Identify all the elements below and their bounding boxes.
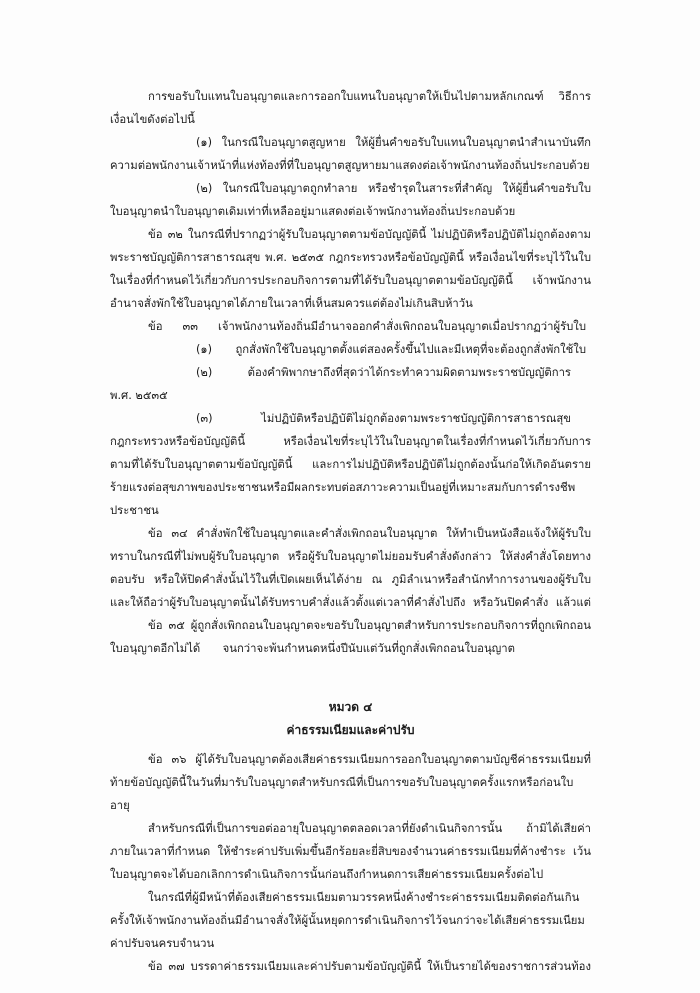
text-line: (๑) ถูกสั่งพักใช้ใบอนุญาตตั้งแต่สองครั้งขึ้นไปและมีเหตุที่จะต้องถูกสั่งพักใช้ใบ [196, 343, 586, 356]
text-line: ร้ายแรงต่อสุขภาพของประชาชนหรือมีผลกระทบต่อสภาวะความเป็นอยู่ที่เหมาะสมกับการดำรงชีพ [110, 481, 576, 494]
text-line: ค่าปรับจนครบจำนวน [110, 937, 215, 950]
text-line: ทราบในกรณีที่ไม่พบผู้รับใบอนุญาต หรือผู้รับใบอนุญาตไม่ยอมรับคำสั่งดังกล่าว ให้ส่งคำสั่งโดยทาง [110, 550, 591, 563]
text-line: ในกรณีที่ผู้มีหน้าที่ต้องเสียค่าธรรมเนียมตามวรรคหนึ่งค้างชำระค่าธรรมเนียมติดต่อกันเกิน [148, 891, 580, 904]
text-line: เงื่อนไขดังต่อไปนี้ [110, 113, 195, 126]
text-line: กฎกระทรวงหรือข้อบัญญัตินี้ หรือเงื่อนไขที่ระบุไว้ในใบอนุญาตในเรื่องที่กำหนดไว้เกี่ยวกับการ [110, 435, 591, 448]
text-line: ครั้งให้เจ้าพนักงานท้องถิ่นมีอำนาจสั่งให้ผู้นั้นหยุดการดำเนินกิจการไว้จนกว่าจะได้เสียค่าธรรมเนียม [110, 914, 585, 927]
text-line: ใบอนุญาตจะได้บอกเลิกการดำเนินกิจการนั้นก่อนถึงกำหนดการเสียค่าธรรมเนียมครั้งต่อไป [110, 868, 544, 881]
text-line: อายุ [110, 799, 130, 812]
text-line: สำหรับกรณีที่เป็นการขอต่ออายุใบอนุญาตตลอดเวลาที่ยังดำเนินกิจการนั้น ถ้ามิได้เสียค่า [148, 822, 591, 835]
text-line: ใบอนุญาตอีกไม่ได้ จนกว่าจะพ้นกำหนดหนึ่งปีนับแต่วันที่ถูกสั่งเพิกถอนใบอนุญาต [110, 642, 515, 655]
text-line: (๓) ไม่ปฏิบัติหรือปฏิบัติไม่ถูกต้องตามพระราชบัญญัติการสาธารณสุข [196, 412, 571, 425]
text-line: ข้อ ๓๒ ในกรณีที่ปรากฏว่าผู้รับใบอนุญาตตามข้อบัญญัตินี้ ไม่ปฏิบัติหรือปฏิบัติไม่ถูกต้องตาม [148, 228, 591, 241]
text-line: ตอบรับ หรือให้ปิดคำสั่งนั้นไว้ในที่เปิดเผยเห็นได้ง่าย ณ ภูมิลำเนาหรือสำนักทำการงานของผู้รับใบ [110, 573, 591, 586]
text-line: ข้อ ๓๕ ผู้ถูกสั่งเพิกถอนใบอนุญาตจะขอรับใบอนุญาตสำหรับการประกอบกิจการที่ถูกเพิกถอน [148, 619, 591, 632]
text-line: ข้อ ๓๗ บรรดาค่าธรรมเนียมและค่าปรับตามข้อบัญญัตินี้ ให้เป็นรายได้ของราชการส่วนท้อง [148, 960, 591, 973]
text-line: ข้อ ๓๓ เจ้าพนักงานท้องถิ่นมีอำนาจออกคำสั่งเพิกถอนใบอนุญาตเมื่อปรากฏว่าผู้รับใบ [148, 320, 586, 333]
text-line: ข้อ ๓๖ ผู้ได้รับใบอนุญาตต้องเสียค่าธรรมเนียมการออกใบอนุญาตตามบัญชีค่าธรรมเนียมที่ [148, 753, 591, 766]
chapter-title: ค่าธรรมเนียมและค่าปรับ [286, 723, 415, 737]
text-line: ข้อ ๓๔ คำสั่งพักใช้ใบอนุญาตและคำสั่งเพิกถอนใบอนุญาต ให้ทำเป็นหนังสือแจ้งให้ผู้รับใบ [148, 527, 591, 540]
chapter-heading: หมวด ๔ [328, 700, 373, 714]
text-line: และให้ถือว่าผู้รับใบอนุญาตนั้นได้รับทราบคำสั่งแล้วตั้งแต่เวลาที่คำสั่งไปถึง หรือวันปิดคำสั่ง แล้วแต่ [110, 596, 591, 609]
text-line: ท้ายข้อบัญญัตินี้ในวันที่มารับใบอนุญาตสำหรับกรณีที่เป็นการขอรับใบอนุญาตครั้งแรกหรือก่อนใบ [110, 776, 574, 789]
text-line: ภายในเวลาที่กำหนด ให้ชำระค่าปรับเพิ่มขึ้นอีกร้อยละยี่สิบของจำนวนค่าธรรมเนียมที่ค้างชำระ เว้น [110, 845, 591, 858]
text-line: ตามที่ได้รับใบอนุญาตตามข้อบัญญัตินี้ และการไม่ปฏิบัติหรือปฏิบัติไม่ถูกต้องนั้นก่อให้เกิดอันตราย [110, 458, 591, 471]
text-line: (๒) ในกรณีใบอนุญาตถูกทำลาย หรือชำรุดในสาระที่สำคัญ ให้ผู้ยื่นคำขอรับใบ [196, 182, 591, 195]
text-line: (๑) ในกรณีใบอนุญาตสูญหาย ให้ผู้ยื่นคำขอรับใบแทนใบอนุญาตนำสำเนาบันทึก [196, 136, 591, 149]
text-line: พ.ศ. ๒๕๓๕ [110, 389, 168, 402]
text-line: (๒) ต้องคำพิพากษาถึงที่สุดว่าได้กระทำความผิดตามพระราชบัญญัติการ [196, 366, 571, 379]
text-line: อำนาจสั่งพักใช้ใบอนุญาตได้ภายในเวลาที่เห็นสมควรแต่ต้องไม่เกินสิบห้าวัน [110, 297, 473, 310]
text-line: ในเรื่องที่กำหนดไว้เกี่ยวกับการประกอบกิจการตามที่ได้รับใบอนุญาตตามข้อบัญญัตินี้ เจ้าพนักงาน [110, 274, 591, 287]
text-line: ความต่อพนักงานเจ้าหน้าที่แห่งท้องที่ที่ใบอนุญาตสูญหายมาแสดงต่อเจ้าพนักงานท้องถิ่นประกอบด้วย [110, 159, 590, 172]
text-line: การขอรับใบแทนใบอนุญาตและการออกใบแทนใบอนุญาตให้เป็นไปตามหลักเกณฑ์ วิธีการ [148, 90, 591, 103]
text-line: ใบอนุญาตนำใบอนุญาตเดิมเท่าที่เหลืออยู่มาแสดงต่อเจ้าพนักงานท้องถิ่นประกอบด้วย [110, 205, 516, 218]
text-line: ประชาชน [110, 504, 159, 517]
text-line: พระราชบัญญัติการสาธารณสุข พ.ศ. ๒๕๓๕ กฎกระทรวงหรือข้อบัญญัตินี้ หรือเงื่อนไขที่ระบุไว้ในใบ [110, 251, 591, 264]
